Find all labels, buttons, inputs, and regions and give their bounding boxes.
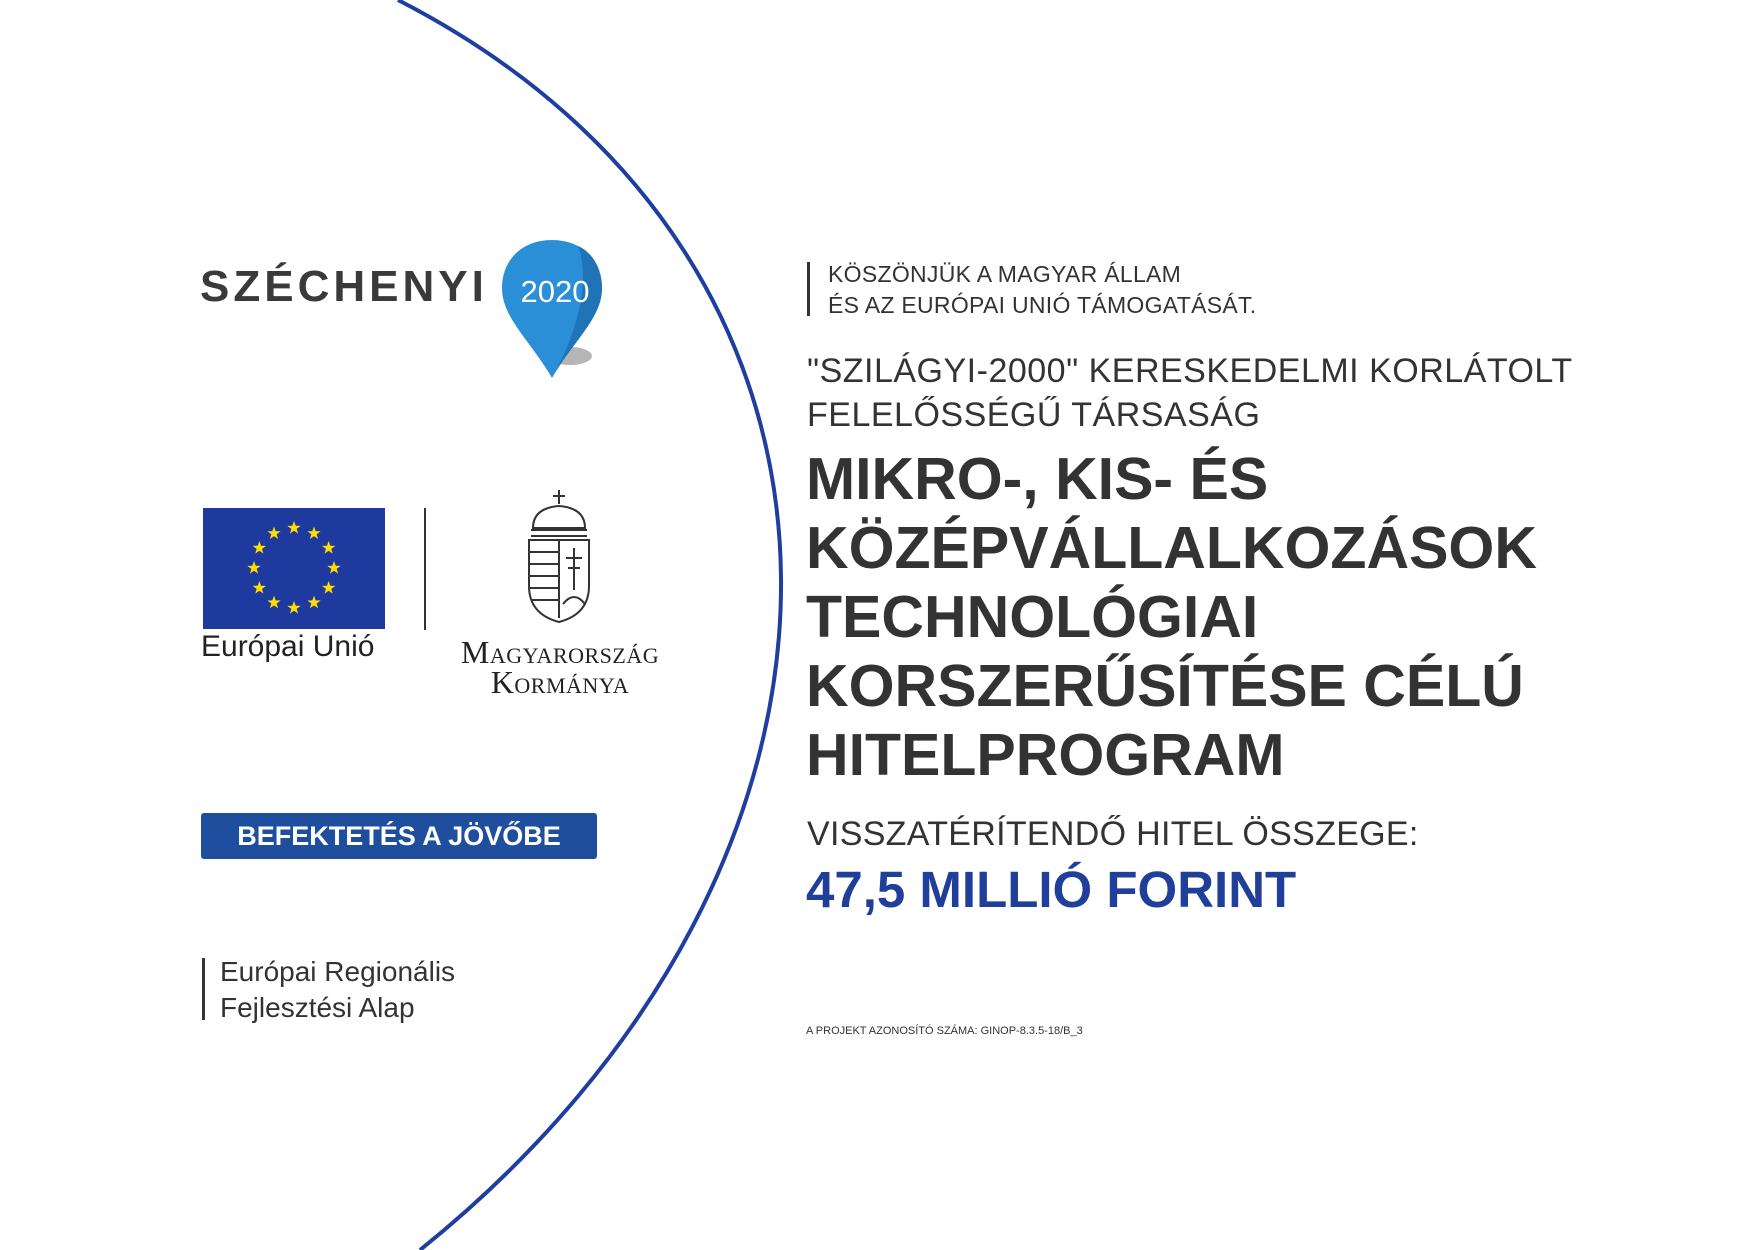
eu-star-icon: [253, 541, 266, 554]
headline-line: HITELPROGRAM: [806, 722, 1285, 788]
eu-star-icon: [287, 601, 300, 614]
eu-star-icon: [322, 581, 335, 594]
gov-name-line2: Kormánya: [490, 664, 630, 700]
loan-amount-label: VISSZATÉRÍTENDŐ HITEL ÖSSZEGE:: [807, 815, 1419, 853]
thanks-line2: ÉS AZ EURÓPAI UNIÓ TÁMOGATÁSÁT.: [828, 292, 1257, 318]
eu-star-icon: [247, 561, 260, 574]
company-line2: FELELŐSSÉGŰ TÁRSASÁG: [807, 396, 1261, 434]
fund-line2: Fejlesztési Alap: [220, 992, 415, 1023]
logo-divider: [424, 508, 426, 630]
thanks-divider: [807, 262, 810, 316]
eu-star-icon: [307, 596, 320, 609]
eu-label: Európai Unió: [201, 630, 375, 663]
eu-star-icon: [253, 581, 266, 594]
eu-stars-icon: [203, 508, 385, 629]
company-line1: "SZILÁGYI-2000" KERESKEDELMI KORLÁTOLT: [807, 352, 1573, 390]
fund-line1: Európai Regionális: [220, 956, 456, 987]
eu-star-icon: [307, 526, 320, 539]
fund-divider: [202, 958, 205, 1020]
map-pin-icon: [500, 238, 610, 383]
project-title: [806, 445, 1537, 790]
eu-star-icon: [322, 541, 335, 554]
investment-banner: BEFEKTETÉS A JÖVŐBE: [201, 813, 597, 859]
project-id: A PROJEKT AZONOSÍTÓ SZÁMA: GINOP-8.3.5-18/B_3: [806, 1025, 1083, 1037]
brand-year: 2020: [520, 274, 590, 309]
thanks-line1: KÖSZÖNJÜK A MAGYAR ÁLLAM: [828, 261, 1182, 287]
loan-amount-value: 47,5 MILLIÓ FORINT: [806, 861, 1297, 918]
eu-star-icon: [287, 521, 300, 534]
headline-line: KÖZÉPVÁLLALKOZÁSOK: [806, 515, 1537, 581]
fund-name: [220, 954, 455, 1026]
gov-name-line1: Magyarország: [460, 634, 660, 670]
headline-line: MIKRO-, KIS- ÉS: [806, 446, 1269, 512]
beneficiary-name: [807, 349, 1573, 437]
government-name: [440, 634, 680, 700]
eu-star-icon: [267, 526, 280, 539]
eu-star-icon: [267, 596, 280, 609]
headline-line: TECHNOLÓGIAI: [806, 584, 1259, 650]
thanks-text: [828, 259, 1257, 321]
eu-flag: [203, 508, 385, 629]
headline-line: KORSZERŰSÍTÉSE CÉLÚ: [806, 653, 1524, 719]
hungarian-coat-of-arms-icon: [519, 486, 599, 626]
szechenyi-wordmark: SZÉCHENYI: [200, 262, 488, 311]
eu-star-icon: [327, 561, 340, 574]
